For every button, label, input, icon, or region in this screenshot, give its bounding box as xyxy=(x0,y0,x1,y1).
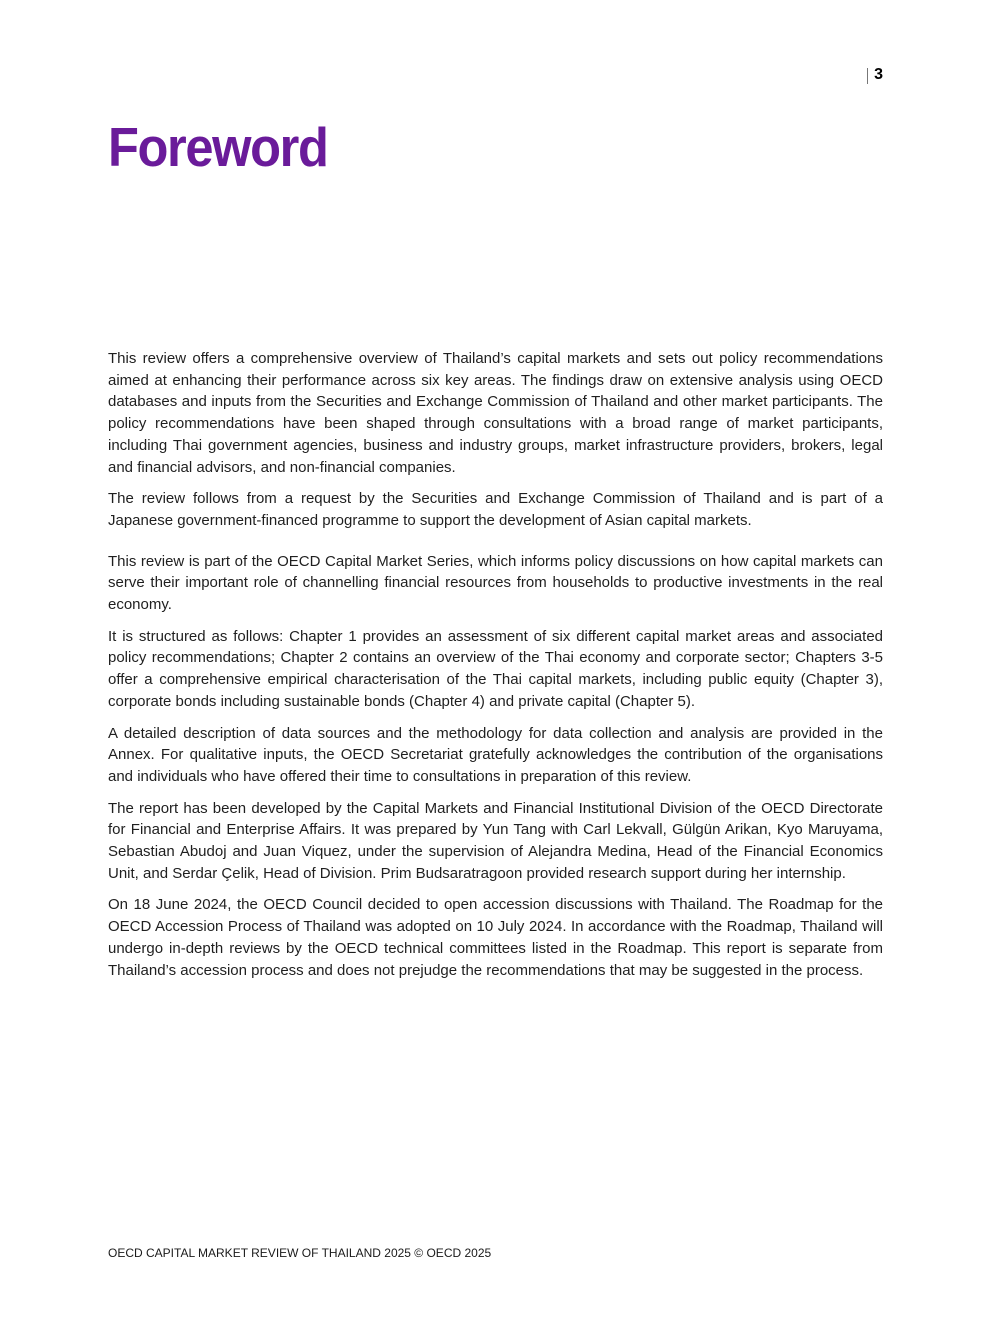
page-number: 3 xyxy=(874,66,883,83)
paragraph-structure: It is structured as follows: Chapter 1 provides an assessment of six different capital market areas and associated policy recommendations; Chapter 2 contains an overview of the Thai economy and corporate sector; Chapters 3-5 offer a comprehensive empirical characterisation of the Thai capital markets, including public equity (Chapter 3), corporate bonds including sustainable bonds (Chapter 4) and private capital (Chapter 5). xyxy=(108,627,883,710)
paragraph-accession: On 18 June 2024, the OECD Council decided to open accession discussions with Thailand. The Roadmap for the OECD Accession Process of Thailand was adopted on 10 July 2024. In accordance with the Roadmap, Thailand will undergo in-depth reviews by the OECD technical committees listed in the Roadmap. This report is separate from Thailand’s accession process and does not prejudge the recommendations that may be suggested in the process. xyxy=(108,896,883,979)
foreword-body xyxy=(108,348,883,991)
page-footer: OECD CAPITAL MARKET REVIEW OF THAILAND 2025 © OECD 2025 xyxy=(108,1246,492,1260)
paragraph-request: The review follows from a request by the Securities and Exchange Commission of Thailand and is part of a Japanese government-financed programme to support the development of Asian capital markets. xyxy=(108,490,883,529)
paragraph-overview: This review offers a comprehensive overview of Thailand’s capital markets and sets out policy recommendations aimed at enhancing their performance across six key areas. The findings draw on extensive analysis using OECD databases and inputs from the Securities and Exchange Commission of Thailand and other market participants. The policy recommendations have been shaped through consultations with a broad range of market participants, including Thai government agencies, business and industry groups, market infrastructure providers, brokers, legal and financial advisors, and non-financial companies. xyxy=(108,350,883,476)
header-separator xyxy=(867,68,868,84)
paragraph-series: This review is part of the OECD Capital Market Series, which informs policy discussions on how capital markets can serve their important role of channelling financial resources from households to productive investments in the real economy. xyxy=(108,552,883,614)
paragraph-authors: The report has been developed by the Capital Markets and Financial Institutional Division of the OECD Directorate for Financial and Enterprise Affairs. It was prepared by Yun Tang with Carl Lekvall, Gülgün Arikan, Kyo Maruyama, Sebastian Abudoj and Juan Viquez, under the supervision of Alejandra Medina, Head of the Financial Economics Unit, and Serdar Çelik, Head of Division. Prim Budsaratragoon provided research support during her internship. xyxy=(108,799,883,882)
paragraph-data-sources: A detailed description of data sources and the methodology for data collection and analysis are provided in the Annex. For qualitative inputs, the OECD Secretariat gratefully acknowledges the contribution of the organisations and individuals who have offered their time to consultations in preparation of this review. xyxy=(108,724,883,785)
page-header xyxy=(867,66,883,84)
page-title: Foreword xyxy=(108,116,328,178)
